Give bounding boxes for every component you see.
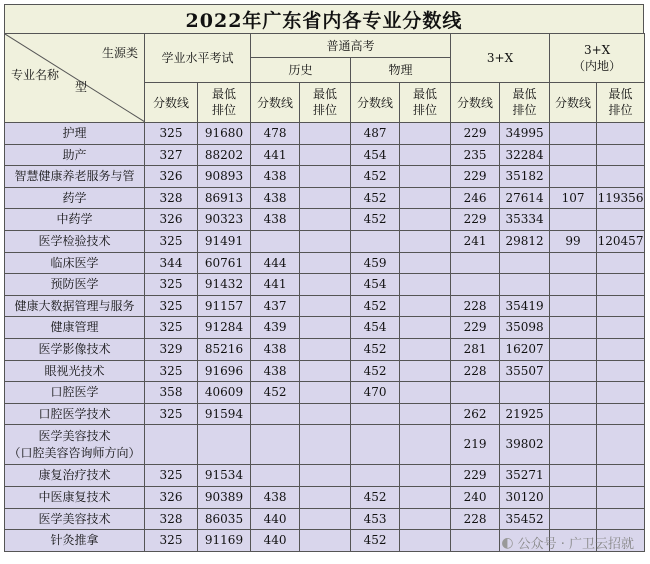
cell-xi-score bbox=[550, 486, 597, 508]
cell-wl-score: 452 bbox=[351, 295, 400, 317]
cell-wl-score: 452 bbox=[351, 486, 400, 508]
cell-ls-score: 438 bbox=[251, 166, 300, 188]
cell-wl-rank bbox=[400, 382, 451, 404]
cell-ls-rank bbox=[300, 382, 351, 404]
cell-xi-rank bbox=[597, 123, 645, 145]
cell-wl-rank bbox=[400, 230, 451, 252]
cell-x-score: 219 bbox=[451, 425, 500, 465]
cell-x-rank: 34995 bbox=[500, 123, 550, 145]
cell-x-score: 229 bbox=[451, 123, 500, 145]
table-row bbox=[5, 465, 645, 487]
cell-x-score: 229 bbox=[451, 317, 500, 339]
cell-ls-score bbox=[251, 425, 300, 465]
cell-xi-score bbox=[550, 403, 597, 425]
cell-ls-rank bbox=[300, 403, 351, 425]
cell-x-rank: 16207 bbox=[500, 338, 550, 360]
table-row bbox=[5, 486, 645, 508]
table-row bbox=[5, 230, 645, 252]
cell-xy-rank: 90389 bbox=[198, 486, 251, 508]
cell-x-score: 229 bbox=[451, 465, 500, 487]
cell-xy-score bbox=[145, 425, 198, 465]
cell-xy-score: 325 bbox=[145, 465, 198, 487]
cell-xi-rank bbox=[597, 252, 645, 274]
cell-wl-score: 452 bbox=[351, 166, 400, 188]
cell-wl-rank bbox=[400, 465, 451, 487]
cell-wl-rank bbox=[400, 209, 451, 231]
cell-wl-score: 452 bbox=[351, 530, 400, 552]
cell-ls-rank bbox=[300, 187, 351, 209]
cell-wl-score: 487 bbox=[351, 123, 400, 145]
corner-top-label: 生源类 bbox=[101, 46, 138, 60]
cell-x-score: 240 bbox=[451, 486, 500, 508]
cell-x-rank: 35098 bbox=[500, 317, 550, 339]
cell-xi-score bbox=[550, 508, 597, 530]
cell-ls-score bbox=[251, 403, 300, 425]
cell-xi-score bbox=[550, 123, 597, 145]
cell-ls-rank bbox=[300, 425, 351, 465]
cell-x-rank: 35419 bbox=[500, 295, 550, 317]
header-wuli: 物理 bbox=[351, 58, 451, 82]
watermark bbox=[501, 533, 634, 552]
cell-x-rank: 35182 bbox=[500, 166, 550, 188]
major-name: 健康管理 bbox=[5, 317, 145, 339]
cell-x-score: 241 bbox=[451, 230, 500, 252]
cell-ls-score: 438 bbox=[251, 209, 300, 231]
cell-xi-rank: 120457 bbox=[597, 230, 645, 252]
header-rank: 最低 排位 bbox=[300, 82, 351, 122]
header-3x: 3+X bbox=[451, 34, 550, 83]
header-lishi: 历史 bbox=[251, 58, 351, 82]
cell-ls-score: 444 bbox=[251, 252, 300, 274]
cell-xy-score: 325 bbox=[145, 230, 198, 252]
cell-xy-score: 325 bbox=[145, 530, 198, 552]
cell-ls-score: 440 bbox=[251, 530, 300, 552]
cell-xy-rank: 91696 bbox=[198, 360, 251, 382]
major-name: 康复治疗技术 bbox=[5, 465, 145, 487]
cell-x-rank: 35271 bbox=[500, 465, 550, 487]
cell-xi-rank bbox=[597, 338, 645, 360]
cell-xi-rank bbox=[597, 508, 645, 530]
cell-xi-rank bbox=[597, 403, 645, 425]
header-rank: 最低 排位 bbox=[198, 82, 251, 122]
cell-wl-rank bbox=[400, 530, 451, 552]
cell-x-rank: 35507 bbox=[500, 360, 550, 382]
cell-wl-rank bbox=[400, 144, 451, 166]
header-rank: 最低 排位 bbox=[500, 82, 550, 122]
cell-xy-score: 326 bbox=[145, 209, 198, 231]
table-row bbox=[5, 382, 645, 404]
major-name: 护理 bbox=[5, 123, 145, 145]
cell-wl-score bbox=[351, 230, 400, 252]
cell-x-rank: 39802 bbox=[500, 425, 550, 465]
cell-wl-score: 452 bbox=[351, 338, 400, 360]
cell-wl-rank bbox=[400, 360, 451, 382]
cell-wl-rank bbox=[400, 508, 451, 530]
major-name: 针灸推拿 bbox=[5, 530, 145, 552]
cell-x-rank: 29812 bbox=[500, 230, 550, 252]
cell-wl-rank bbox=[400, 403, 451, 425]
header-score: 分数线 bbox=[550, 82, 597, 122]
table-row bbox=[5, 338, 645, 360]
cell-xy-score: 326 bbox=[145, 486, 198, 508]
cell-wl-score: 454 bbox=[351, 274, 400, 296]
cell-ls-score bbox=[251, 230, 300, 252]
cell-ls-rank bbox=[300, 317, 351, 339]
cell-x-score: 246 bbox=[451, 187, 500, 209]
cell-wl-score: 452 bbox=[351, 187, 400, 209]
table-row bbox=[5, 508, 645, 530]
cell-ls-rank bbox=[300, 530, 351, 552]
cell-ls-score: 438 bbox=[251, 486, 300, 508]
cell-xy-rank: 91534 bbox=[198, 465, 251, 487]
cell-xi-rank bbox=[597, 382, 645, 404]
cell-wl-rank bbox=[400, 166, 451, 188]
cell-xi-score bbox=[550, 166, 597, 188]
major-name: 医学影像技术 bbox=[5, 338, 145, 360]
cell-xi-score bbox=[550, 425, 597, 465]
header-score: 分数线 bbox=[351, 82, 400, 122]
cell-x-score bbox=[451, 530, 500, 552]
cell-x-score: 229 bbox=[451, 209, 500, 231]
cell-ls-score: 440 bbox=[251, 508, 300, 530]
cell-x-rank: 35452 bbox=[500, 508, 550, 530]
cell-xy-score: 329 bbox=[145, 338, 198, 360]
cell-ls-rank bbox=[300, 230, 351, 252]
cell-ls-rank bbox=[300, 274, 351, 296]
cell-xy-score: 325 bbox=[145, 360, 198, 382]
major-name: 智慧健康养老服务与管 bbox=[5, 166, 145, 188]
header-score: 分数线 bbox=[251, 82, 300, 122]
cell-xi-score bbox=[550, 144, 597, 166]
cell-wl-score: 459 bbox=[351, 252, 400, 274]
cell-x-score: 229 bbox=[451, 166, 500, 188]
cell-xi-score bbox=[550, 209, 597, 231]
cell-xy-rank: 91169 bbox=[198, 530, 251, 552]
cell-x-rank: 35334 bbox=[500, 209, 550, 231]
cell-wl-score: 454 bbox=[351, 317, 400, 339]
cell-xi-score: 99 bbox=[550, 230, 597, 252]
cell-xi-score bbox=[550, 274, 597, 296]
cell-x-rank: 30120 bbox=[500, 486, 550, 508]
cell-xi-score bbox=[550, 338, 597, 360]
cell-wl-rank bbox=[400, 317, 451, 339]
cell-xy-rank: 90323 bbox=[198, 209, 251, 231]
cell-xi-score bbox=[550, 360, 597, 382]
cell-x-rank bbox=[500, 274, 550, 296]
cell-wl-rank bbox=[400, 274, 451, 296]
cell-x-score: 281 bbox=[451, 338, 500, 360]
cell-xi-rank bbox=[597, 360, 645, 382]
major-name: 健康大数据管理与服务 bbox=[5, 295, 145, 317]
cell-xy-rank: 91284 bbox=[198, 317, 251, 339]
cell-ls-score: 438 bbox=[251, 187, 300, 209]
cell-x-rank bbox=[500, 382, 550, 404]
cell-ls-score: 438 bbox=[251, 338, 300, 360]
score-table bbox=[4, 33, 645, 552]
cell-ls-rank bbox=[300, 123, 351, 145]
major-name: 医学检验技术 bbox=[5, 230, 145, 252]
header-score: 分数线 bbox=[145, 82, 198, 122]
cell-ls-rank bbox=[300, 209, 351, 231]
table-body bbox=[5, 123, 645, 552]
cell-wl-rank bbox=[400, 295, 451, 317]
major-name: 口腔医学技术 bbox=[5, 403, 145, 425]
cell-wl-score: 452 bbox=[351, 209, 400, 231]
cell-xi-score bbox=[550, 295, 597, 317]
cell-xy-score: 358 bbox=[145, 382, 198, 404]
cell-xy-rank: 40609 bbox=[198, 382, 251, 404]
table-row bbox=[5, 123, 645, 145]
cell-ls-rank bbox=[300, 508, 351, 530]
cell-xy-rank: 85216 bbox=[198, 338, 251, 360]
cell-xy-rank: 90893 bbox=[198, 166, 251, 188]
cell-ls-score: 438 bbox=[251, 360, 300, 382]
cell-x-rank: 27614 bbox=[500, 187, 550, 209]
header-xueye: 学业水平考试 bbox=[145, 34, 251, 83]
cell-wl-score: 454 bbox=[351, 144, 400, 166]
cell-wl-score: 452 bbox=[351, 360, 400, 382]
major-name: 助产 bbox=[5, 144, 145, 166]
table-row bbox=[5, 403, 645, 425]
cell-wl-rank bbox=[400, 486, 451, 508]
cell-wl-score bbox=[351, 403, 400, 425]
cell-xy-rank: 91594 bbox=[198, 403, 251, 425]
cell-x-score bbox=[451, 274, 500, 296]
cell-wl-rank bbox=[400, 187, 451, 209]
cell-wl-score bbox=[351, 465, 400, 487]
cell-xy-rank: 91680 bbox=[198, 123, 251, 145]
cell-wl-score: 470 bbox=[351, 382, 400, 404]
cell-xy-score: 325 bbox=[145, 403, 198, 425]
cell-ls-score: 478 bbox=[251, 123, 300, 145]
cell-xy-rank: 91157 bbox=[198, 295, 251, 317]
cell-xy-rank: 60761 bbox=[198, 252, 251, 274]
corner-bottom-label: 型 bbox=[75, 80, 88, 94]
corner-left-label: 专业名称 bbox=[11, 68, 60, 82]
cell-xy-score: 344 bbox=[145, 252, 198, 274]
major-name: 眼视光技术 bbox=[5, 360, 145, 382]
cell-xy-rank: 86913 bbox=[198, 187, 251, 209]
cell-xy-rank: 91432 bbox=[198, 274, 251, 296]
cell-xi-rank: 119356 bbox=[597, 187, 645, 209]
cell-xi-score bbox=[550, 252, 597, 274]
cell-xi-rank bbox=[597, 209, 645, 231]
major-name: 口腔医学 bbox=[5, 382, 145, 404]
cell-xy-score: 327 bbox=[145, 144, 198, 166]
table-row bbox=[5, 360, 645, 382]
major-name: 药学 bbox=[5, 187, 145, 209]
cell-x-score: 228 bbox=[451, 508, 500, 530]
cell-xi-score bbox=[550, 317, 597, 339]
major-name: 中医康复技术 bbox=[5, 486, 145, 508]
cell-xy-score: 325 bbox=[145, 317, 198, 339]
cell-ls-rank bbox=[300, 144, 351, 166]
cell-ls-rank bbox=[300, 166, 351, 188]
cell-x-rank: 32284 bbox=[500, 144, 550, 166]
table-row bbox=[5, 295, 645, 317]
cell-xy-score: 328 bbox=[145, 508, 198, 530]
cell-ls-rank bbox=[300, 486, 351, 508]
cell-xi-rank bbox=[597, 295, 645, 317]
major-name: 预防医学 bbox=[5, 274, 145, 296]
cell-xy-rank: 91491 bbox=[198, 230, 251, 252]
cell-x-score: 228 bbox=[451, 360, 500, 382]
cell-ls-rank bbox=[300, 295, 351, 317]
table-row bbox=[5, 187, 645, 209]
cell-ls-rank bbox=[300, 252, 351, 274]
header-3x-inland: 3+X （内地） bbox=[550, 34, 645, 83]
corner-header bbox=[5, 34, 145, 123]
cell-ls-rank bbox=[300, 338, 351, 360]
cell-ls-score bbox=[251, 465, 300, 487]
cell-ls-score: 437 bbox=[251, 295, 300, 317]
table-row bbox=[5, 209, 645, 231]
cell-xy-score: 325 bbox=[145, 274, 198, 296]
table-row bbox=[5, 252, 645, 274]
cell-x-score: 235 bbox=[451, 144, 500, 166]
header-score: 分数线 bbox=[451, 82, 500, 122]
cell-wl-rank bbox=[400, 123, 451, 145]
table-row bbox=[5, 144, 645, 166]
header-rank: 最低 排位 bbox=[400, 82, 451, 122]
cell-ls-rank bbox=[300, 360, 351, 382]
cell-xi-rank bbox=[597, 274, 645, 296]
header-rank: 最低 排位 bbox=[597, 82, 645, 122]
cell-wl-score bbox=[351, 425, 400, 465]
cell-xi-rank bbox=[597, 425, 645, 465]
cell-xi-rank bbox=[597, 166, 645, 188]
cell-xi-rank bbox=[597, 486, 645, 508]
wechat-icon: ◐ bbox=[501, 534, 514, 551]
cell-xi-rank bbox=[597, 144, 645, 166]
table-row bbox=[5, 425, 645, 465]
major-name: 医学美容技术 bbox=[5, 508, 145, 530]
cell-x-rank: 21925 bbox=[500, 403, 550, 425]
cell-wl-rank bbox=[400, 338, 451, 360]
watermark-text: 公众号 · 广卫云招就 bbox=[517, 537, 634, 552]
table-row bbox=[5, 166, 645, 188]
major-name: 中药学 bbox=[5, 209, 145, 231]
cell-xy-score: 325 bbox=[145, 295, 198, 317]
cell-xy-rank: 88202 bbox=[198, 144, 251, 166]
cell-wl-rank bbox=[400, 252, 451, 274]
table-row bbox=[5, 317, 645, 339]
cell-ls-score: 439 bbox=[251, 317, 300, 339]
cell-wl-score: 453 bbox=[351, 508, 400, 530]
table-row bbox=[5, 274, 645, 296]
cell-x-score bbox=[451, 382, 500, 404]
cell-wl-rank bbox=[400, 425, 451, 465]
cell-xi-rank bbox=[597, 317, 645, 339]
page-title: 2022年广东省内各专业分数线 bbox=[4, 4, 644, 34]
major-name: 医学美容技术 （口腔美容咨询师方向） bbox=[5, 425, 145, 465]
cell-ls-rank bbox=[300, 465, 351, 487]
cell-x-score bbox=[451, 252, 500, 274]
cell-xi-score: 107 bbox=[550, 187, 597, 209]
cell-xi-score bbox=[550, 382, 597, 404]
cell-xi-score bbox=[550, 465, 597, 487]
cell-xy-score: 326 bbox=[145, 166, 198, 188]
cell-x-score: 262 bbox=[451, 403, 500, 425]
cell-xi-rank bbox=[597, 465, 645, 487]
cell-ls-score: 452 bbox=[251, 382, 300, 404]
header-putong: 普通高考 bbox=[251, 34, 451, 58]
cell-ls-score: 441 bbox=[251, 144, 300, 166]
cell-x-rank bbox=[500, 252, 550, 274]
cell-ls-score: 441 bbox=[251, 274, 300, 296]
cell-xy-score: 325 bbox=[145, 123, 198, 145]
cell-x-score: 228 bbox=[451, 295, 500, 317]
major-name: 临床医学 bbox=[5, 252, 145, 274]
cell-xy-rank bbox=[198, 425, 251, 465]
cell-xy-rank: 86035 bbox=[198, 508, 251, 530]
cell-xy-score: 328 bbox=[145, 187, 198, 209]
